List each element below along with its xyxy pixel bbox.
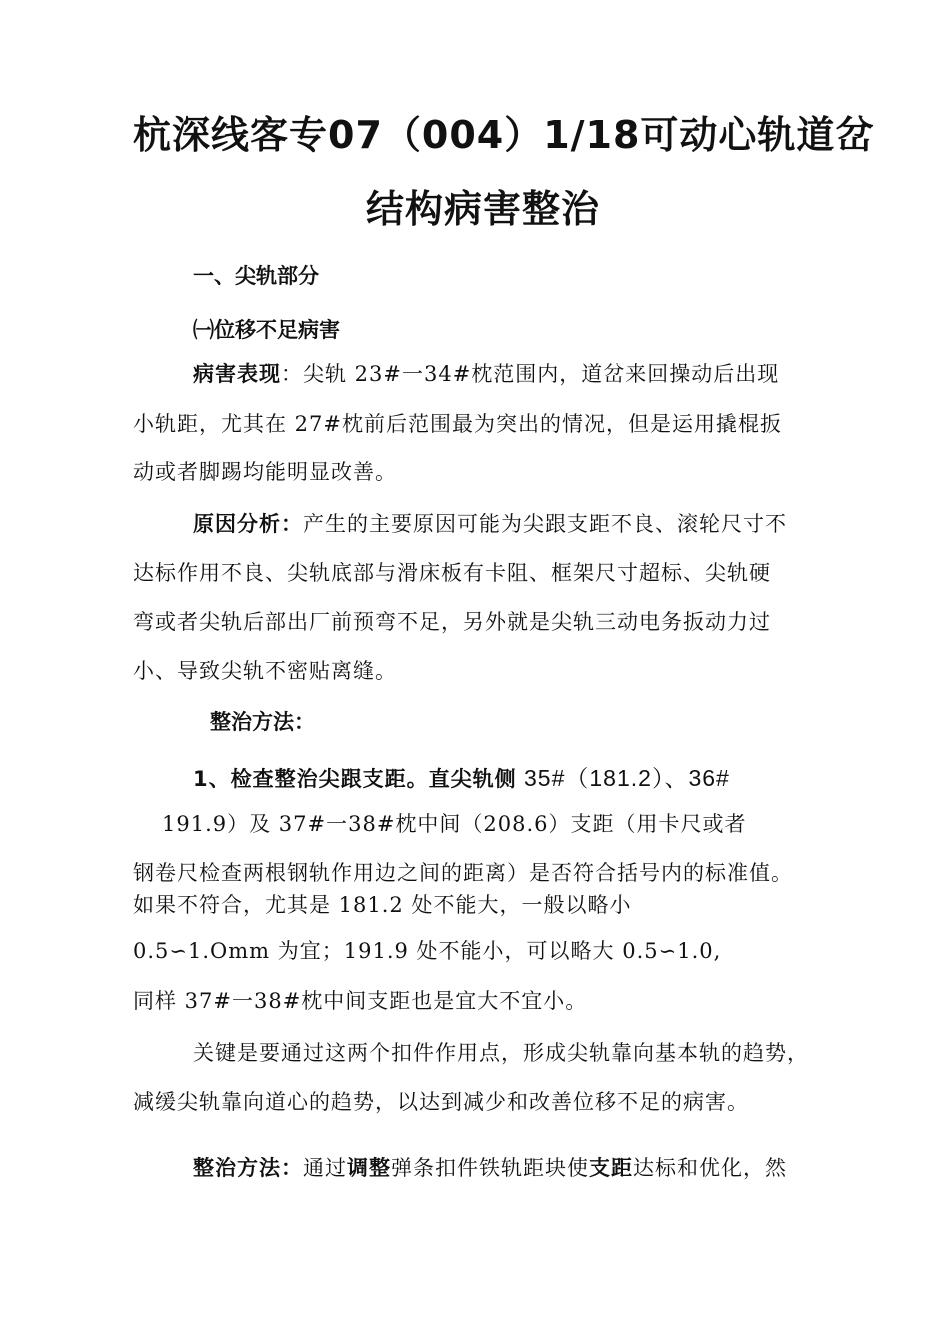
paragraph-key-line2: 减缓尖轨靠向道心的趋势，以达到减少和改善位移不足的病害。: [133, 1090, 749, 1114]
paragraph-cause-line2: 达标作用不良、尖轨底部与滑床板有卡阻、框架尺寸超标、尖轨硬: [133, 561, 771, 585]
item1-line2: 191.9）及 37#一38#枕中间（208.6）支距（用卡尺或者: [162, 812, 747, 836]
paragraph-symptom-line3: 动或者脚踢均能明显改善。: [133, 460, 397, 484]
symptom-label: 病害表现: [193, 362, 281, 386]
document-title-line2: 结构病害整治: [366, 187, 601, 231]
paragraph-key-line1: 关键是要通过这两个扣件作用点，形成尖轨靠向基本轨的趋势，: [193, 1041, 809, 1065]
item1-line5: 0.5∽1.Omm 为宜；191.9 处不能小，可以略大 0.5∽1.0,: [133, 939, 722, 963]
item1-line3: 钢卷尺检查两根钢轨作用边之间的距离）是否符合括号内的标准值。: [133, 861, 793, 885]
paragraph-method2-line1: 整治方法：通过调整弹条扣件铁轨距块使支距达标和优化，然: [193, 1156, 787, 1180]
document-title-line1: 杭深线客专07（004）1/18可动心轨道岔: [133, 113, 875, 157]
section-heading: 一、尖轨部分: [193, 264, 319, 288]
paragraph-cause-line1: 原因分析：产生的主要原因可能为尖跟支距不良、滚轮尺寸不: [193, 512, 787, 536]
item1-line6: 同样 37#一38#枕中间支距也是宜大不宜小。: [133, 989, 588, 1013]
item1-line4: 如果不符合，尤其是 181.2 处不能大，一般以略小: [133, 893, 632, 917]
paragraph-cause-line4: 小、导致尖轨不密贴离缝。: [133, 659, 397, 683]
subsection-heading: ㈠位移不足病害: [193, 318, 340, 342]
paragraph-symptom-line1: 病害表现：尖轨 23#一34#枕范围内，道岔来回操动后出现: [193, 362, 780, 386]
method-heading: 整治方法：: [210, 710, 315, 734]
cause-label: 原因分析：: [193, 512, 303, 536]
paragraph-cause-line3: 弯或者尖轨后部出厂前预弯不足，另外就是尖轨三动电务扳动力过: [133, 610, 771, 634]
item1-line1: 1、检查整治尖跟支距。直尖轨侧 35#（181.2）、36#: [193, 765, 730, 791]
paragraph-symptom-line2: 小轨距，尤其在 27#枕前后范围最为突出的情况，但是运用撬棍扳: [133, 412, 782, 436]
